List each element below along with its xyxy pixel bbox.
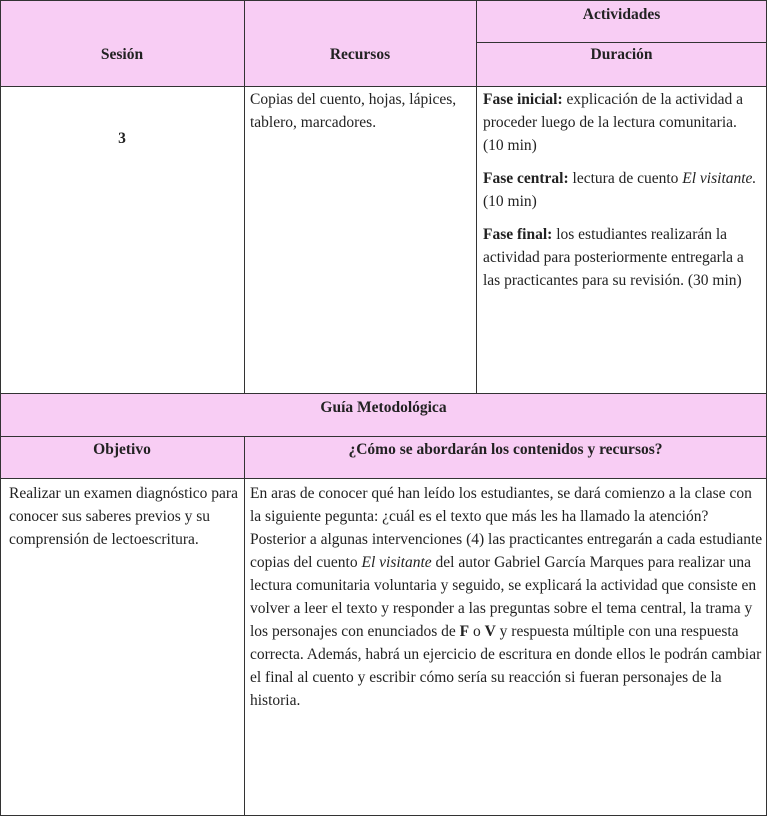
- objetivo-text: Realizar un examen diagnóstico para conocer sus saberes previos y su comprensión de lectoescritura.: [9, 485, 238, 548]
- como-p1: En aras de conocer qué han leído los estudiantes, se dará comienzo a la clase con la siguiente pegunta: ¿cuál es el texto que más les ha llamado la atención? Posterior a algunas intervenciones (4) las practicantes entregarán a cada estudiante copias del cuento: [250, 485, 763, 571]
- header-left-blank: [0, 0, 476, 42]
- fase-final-text: los estudiantes realizarán la actividad para posteriormente entregarla a las practicantes para su revisión. (30 min): [483, 226, 744, 289]
- duracion-text: [483, 88, 761, 292]
- objetivo-header: Objetivo: [93, 441, 151, 458]
- como-italic-title: El visitante: [361, 554, 432, 571]
- fase-central-label: Fase central:: [483, 170, 569, 187]
- fase-central-time: (10 min): [483, 193, 537, 210]
- fase-central-title: El visitante.: [682, 170, 757, 187]
- duracion-header: Duración: [590, 46, 653, 63]
- como-p2: del autor Gabriel García Marques para realizar una lectura comunitaria voluntaria y seguido, se explicará la actividad que consiste en volver a leer el texto y responder a las preguntas sobre el tema central, la trama y los personajes con enunciados de: [250, 554, 757, 640]
- sesion-header: Sesión: [100, 46, 144, 63]
- sesion-number: 3: [118, 130, 126, 147]
- como-o: o: [469, 623, 485, 640]
- recursos-header: Recursos: [329, 46, 391, 63]
- como-f: F: [459, 623, 470, 640]
- actividades-header: Actividades: [582, 6, 661, 23]
- fase-inicial: [483, 88, 761, 157]
- como-header: ¿Cómo se abordarán los contenidos y recursos?: [348, 441, 663, 458]
- fase-central-text: lectura de cuento: [568, 170, 683, 187]
- fase-final: [483, 223, 761, 292]
- fase-inicial-text: explicación de la actividad a proceder luego de la lectura comunitaria. (10 min): [483, 91, 743, 154]
- recursos-text: Copias del cuento, hojas, lápices, tablero, marcadores.: [250, 91, 457, 131]
- fase-inicial-label: Fase inicial:: [483, 91, 563, 108]
- fase-central: [483, 167, 761, 213]
- guia-title: Guía Metodológica: [320, 399, 447, 416]
- como-text: [250, 482, 763, 712]
- como-p3: y respuesta múltiple con una respuesta correcta. Además, habrá un ejercicio de escritura en donde ellos le podrán cambiar el final al cuento y escribir cómo sería su reacción si fueran personajes de la historia.: [250, 623, 762, 709]
- fase-final-label: Fase final:: [483, 226, 553, 243]
- como-v: V: [484, 623, 496, 640]
